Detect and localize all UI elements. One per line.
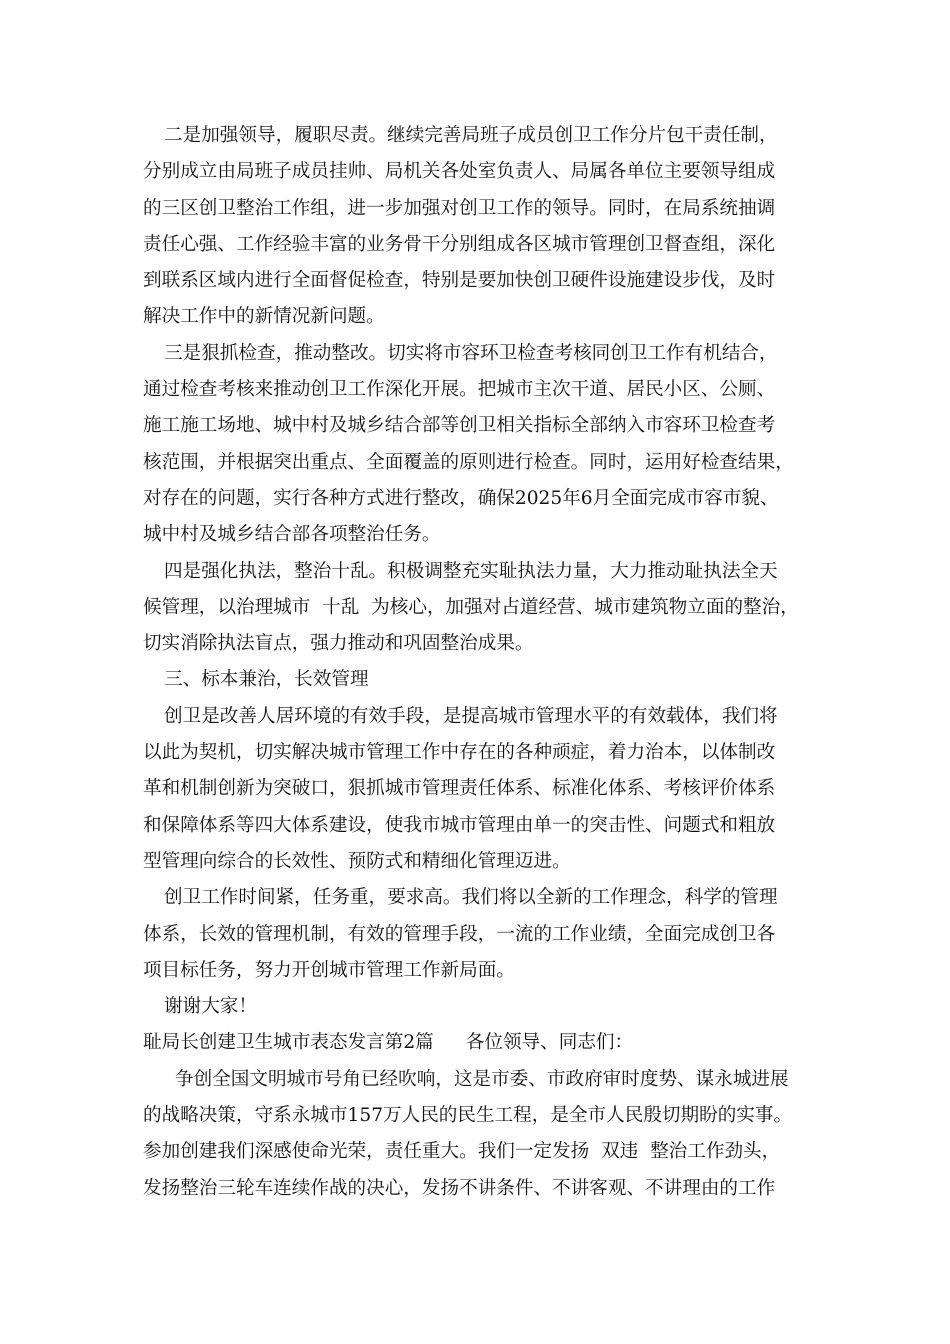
paragraph-line: 革和机制创新为突破口，狠抓城市管理责任体系、标准化体系、考核评价体系 xyxy=(143,778,776,800)
paragraph-line: 项目标任务，努力开创城市管理工作新局面。 xyxy=(143,959,515,981)
paragraph-line: 的三区创卫整治工作组，进一步加强对创卫工作的领导。同时，在局系统抽调 xyxy=(143,197,776,219)
paragraph-line: 创卫是改善人居环境的有效手段，是提高城市管理水平的有效载体，我们将 xyxy=(164,705,778,727)
paragraph-line: 三是狠抓检查，推动整改。切实将市容环卫检查考核同创卫工作有机结合， xyxy=(164,342,778,364)
article-title-line xyxy=(143,1025,815,1061)
paragraph-line: 城中村及城乡结合部各项整治任务。 xyxy=(143,524,441,546)
paragraph-line: 候管理，以治理城市 十乱 为核心，加强对占道经营、城市建筑物立面的整治， xyxy=(143,596,799,618)
paragraph-line: 创卫工作时间紧，任务重，要求高。我们将以全新的工作理念，科学的管理 xyxy=(164,887,778,909)
paragraph-line: 四是强化执法，整治十乱。积极调整充实耻执法力量，大力推动耻执法全天 xyxy=(164,560,778,582)
paragraph-line: 型管理向综合的长效性、预防式和精细化管理迈进。 xyxy=(143,850,571,872)
paragraph-line: 争创全国文明城市号角已经吹响，这是市委、市政府审时度势、谋永城进展 xyxy=(175,1068,789,1090)
article-title: 耻局长创建卫生城市表态发言第2篇 xyxy=(143,1032,434,1054)
paragraph-line: 参加创建我们深感使命光荣，责任重大。我们一定发扬 双违 整治工作劲头， xyxy=(143,1141,781,1163)
paragraph-line: 施工施工场地、城中村及城乡结合部等创卫相关指标全部纳入市容环卫检查考 xyxy=(143,415,776,437)
paragraph-line: 核范围，并根据突出重点、全面覆盖的原则进行检查。同时，运用好检查结果， xyxy=(143,451,794,473)
salutation: 各位领导、同志们： xyxy=(465,1032,634,1054)
paragraph-line: 的战略决策，守系永城市157万人民的民生工程，是全市人民殷切期盼的实事。 xyxy=(143,1105,793,1127)
paragraph-line: 二是加强领导，履职尽责。继续完善局班子成员创卫工作分片包干责任制， xyxy=(164,125,778,146)
paragraph-line: 对存在的问题，实行各种方式进行整改，确保2025年6月全面完成市容市貌、 xyxy=(143,487,779,509)
paragraph-line: 通过检查考核来推动创卫工作深化开展。把城市主次干道、居民小区、公厕、 xyxy=(143,379,776,401)
paragraph-line: 切实消除执法盲点，强力推动和巩固整治成果。 xyxy=(143,633,534,655)
paragraph-line: 分别成立由局班子成员挂帅、局机关各处室负责人、局属各单位主要领导组成 xyxy=(143,161,776,183)
closing-line: 谢谢大家！ xyxy=(164,996,257,1018)
paragraph-line: 责任心强、工作经验丰富的业务骨干分别组成各区城市管理创卫督查组，深化 xyxy=(143,233,776,255)
paragraph-line: 和保障体系等四大体系建设，使我市城市管理由单一的突击性、问题式和粗放 xyxy=(143,814,776,836)
paragraph-line: 发扬整治三轮车连续作战的决心，发扬不讲条件、不讲客观、不讲理由的工作 xyxy=(143,1177,776,1199)
section-heading: 三、标本兼治，长效管理 xyxy=(164,669,369,691)
paragraph-line: 解决工作中的新情况新问题。 xyxy=(143,306,385,328)
paragraph-line: 以此为契机，切实解决城市管理工作中存在的各种顽症，着力治本，以体制改 xyxy=(143,742,776,764)
document-body xyxy=(143,118,815,1207)
paragraph-line: 到联系区域内进行全面督促检查，特别是要加快创卫硬件设施建设步伐，及时 xyxy=(143,270,776,292)
paragraph-line: 体系，长效的管理机制，有效的管理手段，一流的工作业绩，全面完成创卫各 xyxy=(143,923,776,945)
